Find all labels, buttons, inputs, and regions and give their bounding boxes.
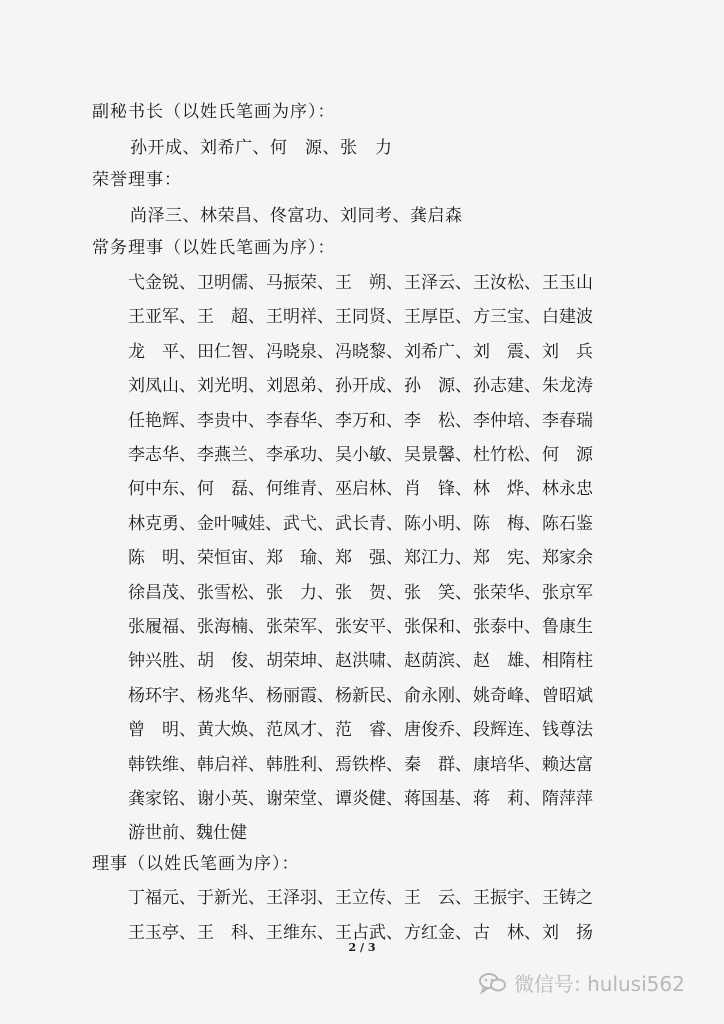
standing-director-name: 赵洪啸、 xyxy=(335,651,403,672)
standing-director-row xyxy=(128,302,593,327)
standing-director-name: 李志华、 xyxy=(128,445,196,465)
director-name: 王 科、 xyxy=(197,923,265,943)
standing-director-name: 何 磊、 xyxy=(197,479,265,500)
standing-director-name: 谢小英、 xyxy=(197,789,265,809)
standing-director-name: 李 松、 xyxy=(404,410,472,431)
standing-director-name: 陈 梅、 xyxy=(473,513,541,534)
standing-director-name: 何 源 xyxy=(542,445,593,465)
standing-director-row xyxy=(128,681,593,706)
standing-director-name: 吴景馨、 xyxy=(404,445,472,465)
standing-director-name: 胡 俊、 xyxy=(197,651,265,672)
standing-director-name: 林 烨、 xyxy=(473,479,541,500)
honorary-directors-heading: 荣誉理事： xyxy=(92,170,182,190)
standing-director-name: 李春华、 xyxy=(266,410,334,431)
director-name: 王振宇、 xyxy=(473,888,541,908)
standing-director-name: 龙 平、 xyxy=(128,341,196,362)
standing-directors-heading: 常务理事（以姓氏笔画为序）： xyxy=(92,238,336,258)
standing-director-name: 杨兆华、 xyxy=(197,685,265,706)
standing-director-name: 焉铁桦、 xyxy=(335,754,403,775)
director-name: 王玉亭、 xyxy=(128,923,196,943)
standing-director-name: 张荣华、 xyxy=(473,582,541,603)
standing-director-name: 杨丽霞、 xyxy=(266,685,334,706)
standing-director-row xyxy=(128,337,593,362)
standing-director-name: 李春瑞 xyxy=(542,410,593,431)
standing-director-name: 康培华、 xyxy=(473,754,541,775)
standing-director-name: 隋萍萍 xyxy=(542,789,593,809)
standing-director-name: 韩启祥、 xyxy=(197,754,265,775)
standing-director-name: 陈石鉴 xyxy=(542,513,593,534)
watermark-text: 微信号: hulusi562 xyxy=(514,972,685,996)
standing-director-name: 李万和、 xyxy=(335,410,403,431)
standing-director-name: 郑 宪、 xyxy=(473,548,541,569)
standing-director-name: 赵 雄、 xyxy=(473,651,541,672)
director-name: 王 云、 xyxy=(404,888,472,908)
standing-director-name: 刘 震、 xyxy=(473,341,541,362)
wechat-watermark xyxy=(478,968,685,997)
standing-director-name: 张京军 xyxy=(542,582,593,603)
standing-director-name: 范 睿、 xyxy=(335,720,403,741)
standing-director-name: 张安平、 xyxy=(335,617,403,637)
standing-director-name: 张荣军、 xyxy=(266,617,334,637)
standing-director-name: 孙 源、 xyxy=(404,376,472,397)
standing-director-name: 陈小明、 xyxy=(404,513,472,534)
deputy-secretary-names: 孙开成、刘希广、何 源、张 力 xyxy=(130,138,393,158)
standing-director-name: 冯晓泉、 xyxy=(266,341,334,362)
standing-director-name: 赖达富 xyxy=(542,754,593,775)
standing-director-name: 巫启林、 xyxy=(335,479,403,500)
standing-director-name: 龚家铭、 xyxy=(128,789,196,809)
director-name: 王占武、 xyxy=(335,923,403,943)
standing-director-name: 武长青、 xyxy=(335,513,403,534)
standing-director-name: 相隋柱 xyxy=(542,651,593,672)
standing-director-name: 张 笑、 xyxy=(404,582,472,603)
standing-director-name: 金叶喊娃、 xyxy=(197,513,282,534)
standing-director-name: 肖 锋、 xyxy=(404,479,472,500)
standing-director-name: 刘 兵 xyxy=(542,341,593,362)
standing-director-name: 姚奇峰、 xyxy=(473,685,541,706)
standing-director-name: 李仲培、 xyxy=(473,410,541,431)
standing-director-name: 何中东、 xyxy=(128,479,196,500)
director-row xyxy=(128,883,593,908)
standing-director-name: 钱尊法 xyxy=(542,720,593,741)
standing-director-name: 杨环宇、 xyxy=(128,685,196,706)
standing-director-name: 卫明儒、 xyxy=(197,273,265,293)
standing-director-name: 张 贺、 xyxy=(335,582,403,603)
standing-director-row xyxy=(128,612,593,637)
standing-director-name: 王玉山 xyxy=(542,273,593,293)
director-name: 古 林、 xyxy=(473,923,541,943)
standing-director-name: 张履福、 xyxy=(128,617,196,637)
standing-director-name: 王 朔、 xyxy=(335,273,403,293)
standing-director-name: 刘光明、 xyxy=(197,376,265,397)
director-name: 王泽羽、 xyxy=(266,888,334,908)
standing-director-name: 李燕兰、 xyxy=(197,445,265,465)
standing-director-name: 王 超、 xyxy=(197,307,265,328)
standing-director-name: 马振荣、 xyxy=(266,273,334,293)
standing-director-name: 陈 明、 xyxy=(128,548,196,569)
standing-director-name: 胡荣坤、 xyxy=(266,651,334,672)
standing-director-name: 俞永刚、 xyxy=(404,685,472,706)
standing-director-name: 郑 瑜、 xyxy=(266,548,334,569)
standing-director-name: 王明祥、 xyxy=(266,307,334,328)
standing-director-name: 荣恒宙、 xyxy=(197,548,265,569)
standing-director-name: 田仁智、 xyxy=(197,341,265,362)
standing-director-name: 刘恩弟、 xyxy=(266,376,334,397)
standing-director-name: 武弋、 xyxy=(283,513,334,534)
standing-director-row xyxy=(128,784,593,809)
standing-director-name: 林克勇、 xyxy=(128,513,196,534)
honorary-directors-names: 尚泽三、林荣昌、佟富功、刘同考、龚启森 xyxy=(130,206,463,226)
standing-director-row xyxy=(128,509,593,534)
standing-director-name: 何维青、 xyxy=(266,479,334,500)
standing-director-name: 王同贤、 xyxy=(335,307,403,328)
standing-director-name: 游世前、 xyxy=(128,823,196,844)
standing-director-name: 刘凤山、 xyxy=(128,376,196,397)
standing-director-name: 张保和、 xyxy=(404,617,472,637)
standing-director-row xyxy=(128,371,593,396)
standing-director-name: 魏仕健 xyxy=(196,823,247,844)
standing-director-name: 朱龙涛 xyxy=(542,376,593,397)
standing-director-name: 郑家余 xyxy=(542,548,593,569)
director-name: 方红金、 xyxy=(404,923,472,943)
page-number: 2 / 3 xyxy=(348,941,376,954)
director-row xyxy=(128,918,593,943)
directors-heading: 理事（以姓氏笔画为序）： xyxy=(92,854,300,874)
standing-director-name: 张泰中、 xyxy=(473,617,541,637)
standing-director-row xyxy=(128,543,593,568)
standing-director-name: 方三宝、 xyxy=(473,307,541,328)
standing-director-name: 张 力、 xyxy=(266,582,334,603)
standing-director-name: 王泽云、 xyxy=(404,273,472,293)
standing-director-row xyxy=(128,578,593,603)
standing-director-name: 赵荫滨、 xyxy=(404,651,472,672)
wechat-icon xyxy=(478,972,508,994)
standing-director-name: 范凤才、 xyxy=(266,720,334,741)
standing-director-name: 徐昌茂、 xyxy=(128,582,196,603)
standing-director-name: 弋金锐、 xyxy=(128,273,196,293)
standing-director-name: 黄大焕、 xyxy=(197,720,265,741)
director-name: 于新光、 xyxy=(197,888,265,908)
director-name: 王维东、 xyxy=(266,923,334,943)
standing-director-row xyxy=(128,474,593,499)
standing-director-row xyxy=(128,715,593,740)
standing-director-row xyxy=(128,268,593,293)
standing-director-name: 孙开成、 xyxy=(335,376,403,397)
director-name: 丁福元、 xyxy=(128,888,196,908)
standing-director-row xyxy=(128,406,593,431)
standing-director-row xyxy=(128,646,593,671)
standing-director-name: 钟兴胜、 xyxy=(128,651,196,672)
standing-director-name: 郑江力、 xyxy=(404,548,472,569)
standing-director-name: 杨新民、 xyxy=(335,685,403,706)
standing-director-name: 秦 群、 xyxy=(404,754,472,775)
director-name: 王立传、 xyxy=(335,888,403,908)
standing-director-row xyxy=(128,440,593,465)
director-name: 王铸之 xyxy=(542,888,593,908)
standing-director-name: 林永忠 xyxy=(542,479,593,500)
standing-director-name: 唐俊乔、 xyxy=(404,720,472,741)
standing-director-name: 曾 明、 xyxy=(128,720,196,741)
standing-director-name: 曾昭斌 xyxy=(542,685,593,706)
standing-director-name: 张雪松、 xyxy=(197,582,265,603)
standing-director-name: 王汝松、 xyxy=(473,273,541,293)
standing-director-name: 段辉连、 xyxy=(473,720,541,741)
deputy-secretary-heading: 副秘书长（以姓氏笔画为序）： xyxy=(92,102,336,122)
standing-director-name: 孙志建、 xyxy=(473,376,541,397)
standing-director-name: 韩铁维、 xyxy=(128,754,196,775)
standing-director-name: 杜竹松、 xyxy=(473,445,541,465)
standing-director-name: 谢荣堂、 xyxy=(266,789,334,809)
standing-director-name: 韩胜利、 xyxy=(266,754,334,775)
standing-director-name: 蒋 莉、 xyxy=(473,789,541,809)
director-name: 刘 扬 xyxy=(542,923,593,943)
standing-director-row xyxy=(128,818,593,843)
standing-director-name: 谭炎健、 xyxy=(335,789,403,809)
standing-director-name: 任艳辉、 xyxy=(128,410,196,431)
standing-director-name: 王厚臣、 xyxy=(404,307,472,328)
standing-director-name: 冯晓黎、 xyxy=(335,341,403,362)
standing-director-name: 郑 强、 xyxy=(335,548,403,569)
standing-director-row xyxy=(128,750,593,775)
standing-director-name: 刘希广、 xyxy=(404,341,472,362)
standing-director-name: 白建波 xyxy=(542,307,593,328)
standing-director-name: 张海楠、 xyxy=(197,617,265,637)
standing-director-name: 李贵中、 xyxy=(197,410,265,431)
standing-director-name: 吴小敏、 xyxy=(335,445,403,465)
standing-director-name: 蒋国基、 xyxy=(404,789,472,809)
standing-director-name: 鲁康生 xyxy=(542,617,593,637)
standing-director-name: 王亚军、 xyxy=(128,307,196,328)
standing-director-name: 李承功、 xyxy=(266,445,334,465)
